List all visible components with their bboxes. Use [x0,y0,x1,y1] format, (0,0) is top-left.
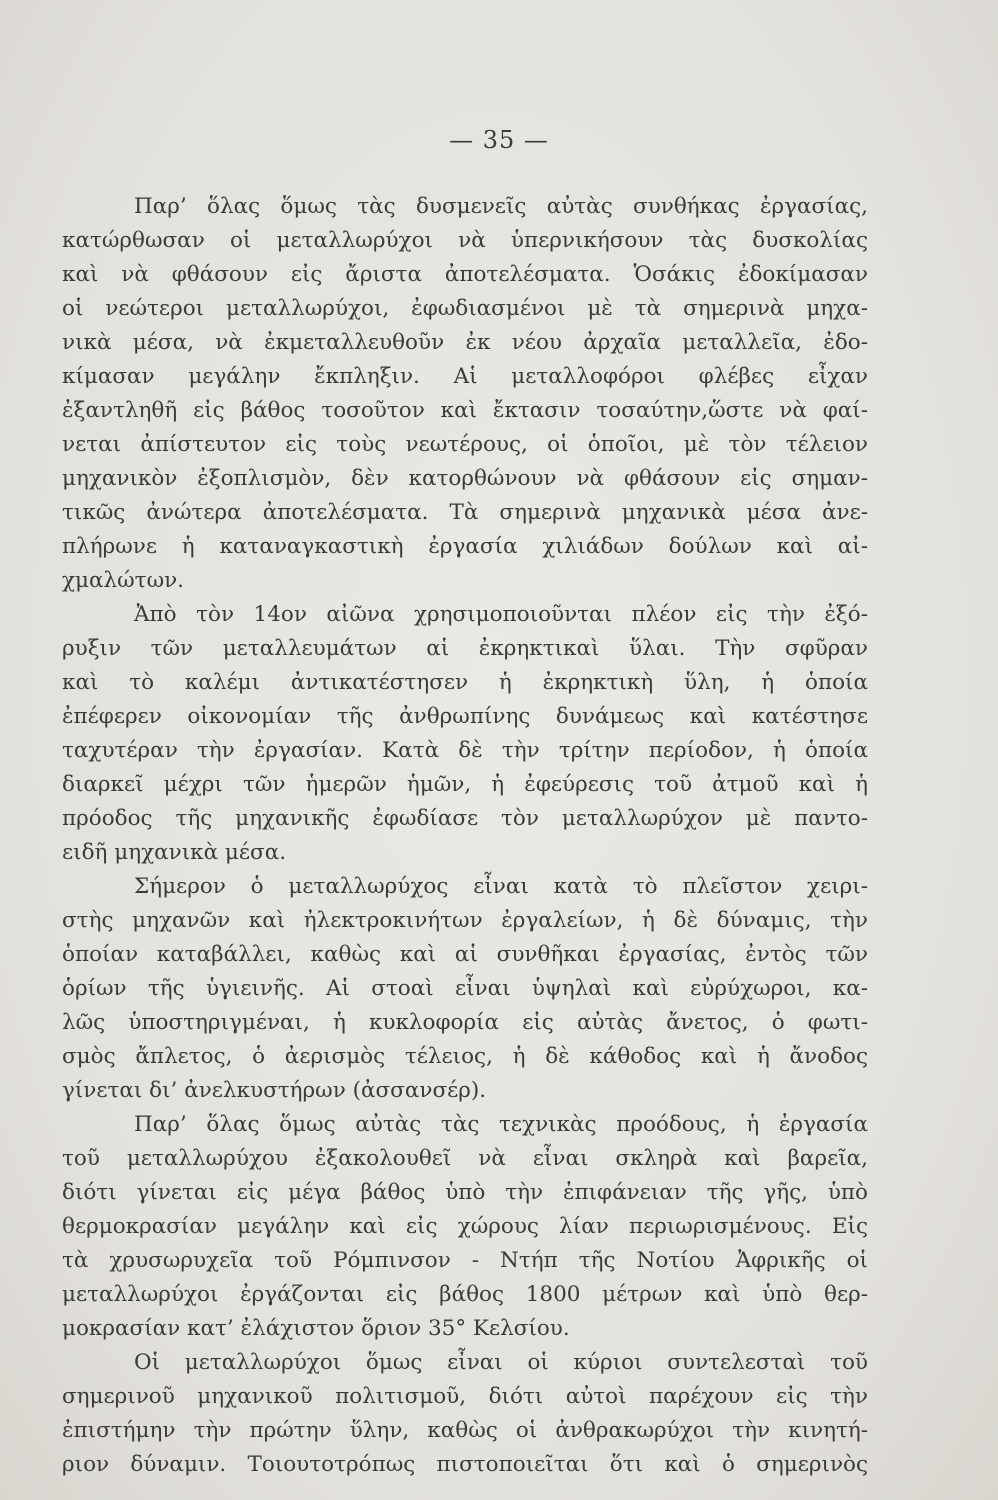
text-line: χμαλώτων. [62,568,185,593]
text-line: ὁποίαν καταβάλλει, καθὼς καὶ αἱ συνθῆκαι ἐργασίας, ἐντὸς τῶν [62,942,868,967]
text-line: ειδῆ μηχανικὰ μέσα. [62,840,287,865]
text-line: ἐπέφερεν οἰκονομίαν τῆς ἀνθρωπίνης δυνάμεως καὶ κατέστησε [62,704,868,729]
text-line: κίμασαν μεγάλην ἔκπληξιν. Αἱ μεταλλοφόροι φλέβες εἶχαν [62,364,868,389]
text-line: τὰ χρυσωρυχεῖα τοῦ Ρόμπινσον - Ντήπ τῆς Νοτίου Ἀφρικῆς οἱ [62,1248,868,1273]
text-line: κατώρθωσαν οἱ μεταλλωρύχοι νὰ ὑπερνικήσουν τὰς δυσκολίας [62,228,868,253]
text-line: σημερινοῦ μηχανικοῦ πολιτισμοῦ, διότι αὐτοὶ παρέχουν εἰς τὴν [62,1384,868,1409]
text-line: λῶς ὑποστηριγμέναι, ἡ κυκλοφορία εἰς αὐτὰς ἄνετος, ὁ φωτι- [62,1010,868,1035]
text-line: σμὸς ἄπλετος, ὁ ἀερισμὸς τέλειος, ἡ δὲ κάθοδος καὶ ἡ ἄνοδος [62,1044,868,1069]
text-line: μοκρασίαν κατ’ ἐλάχιστον ὅριον 35° Κελσίου. [62,1316,570,1341]
text-line: μεταλλωρύχοι ἐργάζονται εἰς βάθος 1800 μέτρων καὶ ὑπὸ θερ- [62,1282,868,1307]
page-number: — 35 — [449,126,549,154]
text-line: Ἀπὸ τὸν 14ον αἰῶνα χρησιμοποιοῦνται πλέον εἰς τὴν ἐξό- [134,602,868,627]
text-line: Σήμερον ὁ μεταλλωρύχος εἶναι κατὰ τὸ πλεῖστον χειρι- [134,874,868,899]
text-line: ρυξιν τῶν μεταλλευμάτων αἱ ἐκρηκτικαὶ ὕλαι. Τὴν σφῦραν [62,636,868,661]
text-line: οἱ νεώτεροι μεταλλωρύχοι, ἐφωδιασμένοι μὲ τὰ σημερινὰ μηχα- [62,296,868,321]
text-line: διότι γίνεται εἰς μέγα βάθος ὑπὸ τὴν ἐπιφάνειαν τῆς γῆς, ὑπὸ [62,1180,868,1205]
text-line: Παρ’ ὅλας ὅμως αὐτὰς τὰς τεχνικὰς προόδους, ἡ ἐργασία [134,1112,868,1137]
text-line: καὶ νὰ φθάσουν εἰς ἄριστα ἀποτελέσματα. Ὁσάκις ἐδοκίμασαν [62,262,868,287]
text-line: τικῶς ἀνώτερα ἀποτελέσματα. Τὰ σημερινὰ μηχανικὰ μέσα ἀνε- [62,500,868,525]
text-line: τοῦ μεταλλωρύχου ἐξακολουθεῖ νὰ εἶναι σκληρὰ καὶ βαρεῖα, [62,1146,868,1171]
text-line: στὴς μηχανῶν καὶ ἠλεκτροκινήτων ἐργαλείων, ἡ δὲ δύναμις, τὴν [62,908,868,933]
body-text [62,190,868,1482]
text-line: πρόοδος τῆς μηχανικῆς ἐφωδίασε τὸν μεταλλωρύχον μὲ παντο- [62,806,868,831]
text-line: ἐπιστήμην τὴν πρώτην ὕλην, καθὼς οἱ ἀνθρακωρύχοι τὴν κινητή- [62,1418,868,1443]
text-line: Παρ’ ὅλας ὅμως τὰς δυσμενεῖς αὐτὰς συνθήκας ἐργασίας, [134,194,868,219]
text-line: καὶ τὸ καλέμι ἀντικατέστησεν ἡ ἐκρηκτικὴ ὕλη, ἡ ὁποία [62,670,868,695]
text-line: Οἱ μεταλλωρύχοι ὅμως εἶναι οἱ κύριοι συντελεσταὶ τοῦ [134,1350,868,1375]
text-line: θερμοκρασίαν μεγάλην καὶ εἰς χώρους λίαν περιωρισμένους. Εἰς [62,1214,868,1239]
text-line: μηχανικὸν ἐξοπλισμὸν, δὲν κατορθώνουν νὰ φθάσουν εἰς σημαν- [62,466,868,491]
text-line: ἐξαντληθῆ εἰς βάθος τοσοῦτον καὶ ἔκτασιν τοσαύτην,ὥστε νὰ φαί- [62,398,868,423]
text-line: ὁρίων τῆς ὑγιεινῆς. Αἱ στοαὶ εἶναι ὑψηλαὶ καὶ εὐρύχωροι, κα- [62,976,868,1001]
text-line: νικὰ μέσα, νὰ ἐκμεταλλευθοῦν ἐκ νέου ἀρχαῖα μεταλλεῖα, ἐδο- [62,330,868,355]
text-line: πλήρωνε ἡ καταναγκαστικὴ ἐργασία χιλιάδων δούλων καὶ αἰ- [62,534,868,559]
text-line: διαρκεῖ μέχρι τῶν ἡμερῶν ἡμῶν, ἡ ἐφεύρεσις τοῦ ἀτμοῦ καὶ ἡ [62,772,868,797]
text-line: ταχυτέραν τὴν ἐργασίαν. Κατὰ δὲ τὴν τρίτην περίοδον, ἡ ὁποία [62,738,868,763]
text-line: γίνεται δι’ ἀνελκυστήρων (ἀσσανσέρ). [62,1078,487,1103]
text-line: νεται ἀπίστευτον εἰς τοὺς νεωτέρους, οἱ ὁποῖοι, μὲ τὸν τέλειον [62,432,868,457]
text-line: ριον δύναμιν. Τοιουτοτρόπως πιστοποιεῖται ὅτι καὶ ὁ σημερινὸς [62,1452,868,1477]
